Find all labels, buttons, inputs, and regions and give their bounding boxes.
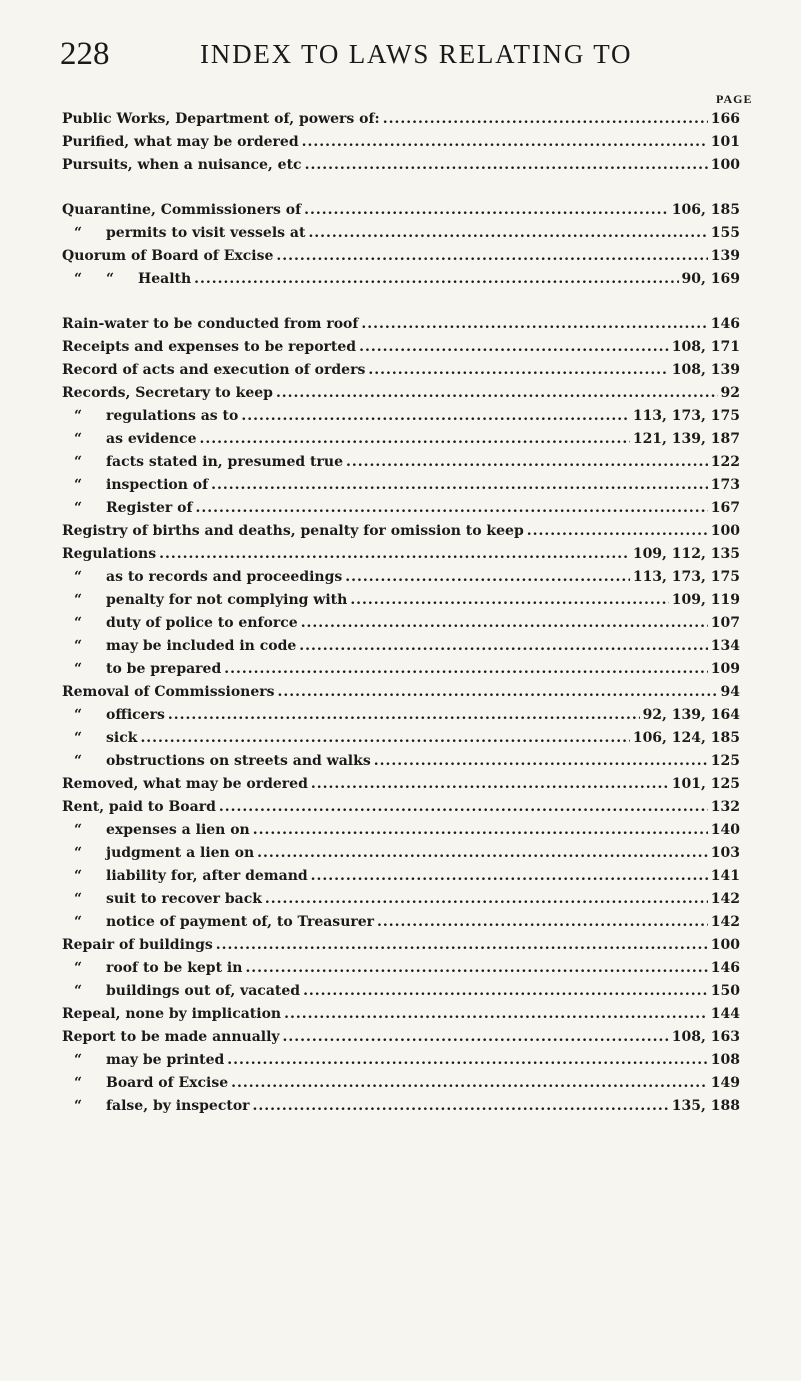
- entry-text: to be prepared: [106, 661, 222, 677]
- entry-text: Quarantine, Commissioners of: [62, 202, 302, 218]
- entry-text: notice of payment of, to Treasurer: [106, 914, 375, 930]
- dot-leader: [227, 1049, 707, 1072]
- entry-text: Board of Excise: [106, 1075, 229, 1091]
- dot-leader: [265, 888, 708, 911]
- entry-pages: 92: [720, 385, 740, 401]
- entry-text: Repair of buildings: [62, 937, 213, 953]
- entry-text: Repeal, none by implication: [62, 1006, 282, 1022]
- entry-label: [62, 1072, 228, 1095]
- index-entry: [62, 154, 740, 177]
- dot-leader: [257, 842, 708, 865]
- entry-text: officers: [106, 707, 165, 723]
- entry-pages: 135, 188: [671, 1098, 740, 1114]
- dot-leader: [276, 245, 707, 268]
- dot-leader: [311, 865, 708, 888]
- entry-label: [62, 681, 275, 704]
- entry-label: [62, 222, 305, 245]
- index-entry: [62, 451, 740, 474]
- entry-text: obstructions on streets and walks: [106, 753, 371, 769]
- dot-leader: [368, 359, 668, 382]
- entry-label: [62, 957, 242, 980]
- ditto-mark: “: [74, 983, 83, 999]
- dot-leader: [308, 222, 707, 245]
- index-entry: [62, 957, 740, 980]
- dot-leader: [345, 566, 630, 589]
- dot-leader: [200, 428, 630, 451]
- entry-label: [62, 1095, 250, 1118]
- entry-label: [62, 245, 273, 268]
- entry-pages: 166: [710, 111, 740, 127]
- ditto-mark: “: [74, 1098, 83, 1114]
- ditto-mark: “: [74, 707, 83, 723]
- entry-pages: 140: [710, 822, 740, 838]
- index-entry: [62, 589, 740, 612]
- entry-pages: 101, 125: [671, 776, 740, 792]
- dot-leader: [304, 199, 669, 222]
- dot-leader: [219, 796, 708, 819]
- entry-pages: 122: [710, 454, 740, 470]
- dot-leader: [168, 704, 640, 727]
- entry-pages: 90, 169: [681, 271, 740, 287]
- entry-label: [62, 131, 299, 154]
- index-entry: [62, 268, 740, 291]
- dot-leader: [527, 520, 708, 543]
- page-header: [60, 34, 720, 74]
- dot-leader: [216, 934, 708, 957]
- entry-pages: 106, 185: [671, 202, 740, 218]
- dot-leader: [361, 313, 707, 336]
- entry-pages: 109, 112, 135: [632, 546, 740, 562]
- ditto-mark: “: [74, 891, 83, 907]
- dot-leader: [276, 382, 718, 405]
- index-entry: [62, 658, 740, 681]
- entry-label: [62, 796, 216, 819]
- ditto-mark: “: [74, 431, 83, 447]
- entry-label: [62, 497, 193, 520]
- dot-leader: [377, 911, 708, 934]
- entry-label: [62, 727, 137, 750]
- entry-label: [62, 108, 380, 131]
- dot-leader: [278, 681, 718, 704]
- entry-text: suit to recover back: [106, 891, 262, 907]
- entry-label: [62, 154, 302, 177]
- entry-text: Receipts and expenses to be reported: [62, 339, 357, 355]
- running-title: INDEX TO LAWS RELATING TO: [200, 39, 633, 69]
- entry-pages: 94: [720, 684, 740, 700]
- page-number: 228: [60, 36, 110, 72]
- dot-leader: [346, 451, 708, 474]
- entry-pages: 132: [710, 799, 740, 815]
- dot-leader: [196, 497, 708, 520]
- entry-pages: 109: [710, 661, 740, 677]
- entry-pages: 134: [710, 638, 740, 654]
- entry-label: [62, 612, 298, 635]
- dot-leader: [359, 336, 669, 359]
- entry-label: [62, 199, 301, 222]
- dot-leader: [194, 268, 678, 291]
- entry-label: [62, 1049, 224, 1072]
- index-entry: [62, 934, 740, 957]
- index-entry: [62, 199, 740, 222]
- entry-label: [62, 888, 262, 911]
- dot-leader: [245, 957, 707, 980]
- entry-pages: 113, 173, 175: [632, 408, 740, 424]
- ditto-mark: “: [74, 271, 83, 287]
- index-entry: [62, 1049, 740, 1072]
- index-entry: [62, 842, 740, 865]
- entry-label: [62, 980, 300, 1003]
- index-entry: [62, 980, 740, 1003]
- entry-label: [62, 842, 254, 865]
- entry-label: [62, 635, 296, 658]
- index-entry: [62, 131, 740, 154]
- dot-leader: [302, 131, 708, 154]
- index-entry: [62, 313, 740, 336]
- dot-leader: [241, 405, 629, 428]
- entry-label: [62, 543, 156, 566]
- index-entry: [62, 911, 740, 934]
- entry-text: Pursuits, when a nuisance, etc: [62, 157, 302, 173]
- entry-text: expenses a lien on: [106, 822, 250, 838]
- entry-text: duty of police to enforce: [106, 615, 298, 631]
- ditto-mark: “: [74, 914, 83, 930]
- entry-label: [62, 773, 308, 796]
- index-entry: [62, 635, 740, 658]
- entry-text: Public Works, Department of, powers of:: [62, 111, 380, 127]
- entry-text: Purified, what may be ordered: [62, 134, 299, 150]
- ditto-mark: “: [74, 615, 83, 631]
- entry-pages: 146: [710, 960, 740, 976]
- index-entry: [62, 336, 740, 359]
- dot-leader: [211, 474, 708, 497]
- entry-label: [62, 428, 197, 451]
- entry-pages: 125: [710, 753, 740, 769]
- entry-label: [62, 865, 308, 888]
- dot-leader: [350, 589, 668, 612]
- index-entry: [62, 359, 740, 382]
- ditto-mark: “: [74, 1052, 83, 1068]
- entry-text: penalty for not complying with: [106, 592, 348, 608]
- entry-label: [62, 911, 374, 934]
- entry-label: [62, 268, 191, 291]
- dot-leader: [301, 612, 708, 635]
- entry-pages: 108, 139: [671, 362, 740, 378]
- index-entry: [62, 1026, 740, 1049]
- entry-pages: 173: [710, 477, 740, 493]
- entry-label: [62, 934, 213, 957]
- entry-text: buildings out of, vacated: [106, 983, 301, 999]
- entry-text: inspection of: [106, 477, 209, 493]
- entry-text: Register of: [106, 500, 193, 516]
- entry-label: [62, 1026, 280, 1049]
- entry-text: as to records and proceedings: [106, 569, 343, 585]
- entry-label: [62, 704, 165, 727]
- dot-leader: [159, 543, 630, 566]
- ditto-mark: “: [74, 477, 83, 493]
- index-entry: [62, 520, 740, 543]
- entry-label: [62, 405, 238, 428]
- entry-pages: 141: [710, 868, 740, 884]
- entry-label: [62, 382, 273, 405]
- entry-pages: 103: [710, 845, 740, 861]
- dot-leader: [231, 1072, 708, 1095]
- dot-leader: [253, 819, 708, 842]
- index-entry: [62, 108, 740, 131]
- ditto-mark: “: [74, 753, 83, 769]
- entry-label: [62, 336, 356, 359]
- index-entry: [62, 1003, 740, 1026]
- entry-text: Rain-water to be conducted from roof: [62, 316, 359, 332]
- ditto-mark: “: [74, 845, 83, 861]
- entry-text: sick: [106, 730, 138, 746]
- entry-label: [62, 313, 358, 336]
- entry-label: [62, 658, 221, 681]
- index-entry: [62, 865, 740, 888]
- index-entry: [62, 566, 740, 589]
- entry-text: Registry of births and deaths, penalty for omission to keep: [62, 523, 524, 539]
- index-entry: [62, 681, 740, 704]
- entry-text: Record of acts and execution of orders: [62, 362, 366, 378]
- entry-text: may be included in code: [106, 638, 297, 654]
- entry-text: regulations as to: [106, 408, 239, 424]
- ditto-mark: “: [74, 730, 83, 746]
- entry-pages: 139: [710, 248, 740, 264]
- dot-leader: [224, 658, 708, 681]
- entry-pages: 107: [710, 615, 740, 631]
- ditto-mark: “: [74, 822, 83, 838]
- entry-pages: 100: [710, 937, 740, 953]
- index-entry: [62, 727, 740, 750]
- ditto-mark: “: [74, 454, 83, 470]
- entry-label: [62, 451, 343, 474]
- dot-leader: [303, 980, 708, 1003]
- entry-text: liability for, after demand: [106, 868, 308, 884]
- entry-text: as evidence: [106, 431, 197, 447]
- index-entry: [62, 1072, 740, 1095]
- index-entry: [62, 497, 740, 520]
- dot-leader: [311, 773, 669, 796]
- index-entry: [62, 796, 740, 819]
- ditto-mark: “: [74, 225, 83, 241]
- ditto-mark: “: [74, 408, 83, 424]
- dot-leader: [284, 1003, 708, 1026]
- entry-pages: 106, 124, 185: [632, 730, 740, 746]
- index-entry: [62, 428, 740, 451]
- index-entry: [62, 612, 740, 635]
- index-entry: [62, 474, 740, 497]
- ditto-mark: “: [74, 661, 83, 677]
- entry-text: Health: [138, 271, 192, 287]
- entry-text: Report to be made annually: [62, 1029, 280, 1045]
- entry-label: [62, 474, 208, 497]
- index-entry: [62, 819, 740, 842]
- index-entry: [62, 222, 740, 245]
- page-column-label: PAGE: [716, 92, 753, 106]
- index-entry: [62, 543, 740, 566]
- entry-text: Regulations: [62, 546, 157, 562]
- index-entry: [62, 1095, 740, 1118]
- entry-label: [62, 750, 371, 773]
- ditto-mark: “: [74, 960, 83, 976]
- ditto-mark: “: [74, 868, 83, 884]
- dot-leader: [299, 635, 707, 658]
- entry-text: permits to visit vessels at: [106, 225, 306, 241]
- entry-text: Removal of Commissioners: [62, 684, 275, 700]
- entry-text: false, by inspector: [106, 1098, 250, 1114]
- index-entry: [62, 704, 740, 727]
- ditto-mark: “: [74, 638, 83, 654]
- entry-text: Quorum of Board of Excise: [62, 248, 274, 264]
- index-entries: [62, 108, 740, 1118]
- entry-text: Removed, what may be ordered: [62, 776, 308, 792]
- entry-pages: 167: [710, 500, 740, 516]
- entry-pages: 146: [710, 316, 740, 332]
- index-entry: [62, 773, 740, 796]
- dot-leader: [383, 108, 708, 131]
- entry-label: [62, 566, 342, 589]
- entry-pages: 121, 139, 187: [632, 431, 740, 447]
- entry-pages: 149: [710, 1075, 740, 1091]
- entry-pages: 108: [710, 1052, 740, 1068]
- entry-text: Records, Secretary to keep: [62, 385, 273, 401]
- entry-pages: 101: [710, 134, 740, 150]
- index-entry: [62, 750, 740, 773]
- entry-pages: 108, 163: [671, 1029, 740, 1045]
- ditto-mark: “: [74, 1075, 83, 1091]
- entry-text: judgment a lien on: [106, 845, 255, 861]
- entry-text: may be printed: [106, 1052, 225, 1068]
- entry-pages: 150: [710, 983, 740, 999]
- entry-pages: 155: [710, 225, 740, 241]
- ditto-mark: “: [106, 271, 115, 287]
- entry-pages: 113, 173, 175: [632, 569, 740, 585]
- ditto-mark: “: [74, 500, 83, 516]
- entry-pages: 109, 119: [671, 592, 740, 608]
- dot-leader: [374, 750, 708, 773]
- entry-label: [62, 589, 347, 612]
- index-entry: [62, 245, 740, 268]
- entry-pages: 92, 139, 164: [642, 707, 740, 723]
- index-entry: [62, 382, 740, 405]
- entry-label: [62, 359, 365, 382]
- entry-pages: 108, 171: [671, 339, 740, 355]
- entry-label: [62, 520, 524, 543]
- entry-text: roof to be kept in: [106, 960, 243, 976]
- index-entry: [62, 888, 740, 911]
- entry-pages: 142: [710, 891, 740, 907]
- entry-pages: 142: [710, 914, 740, 930]
- entry-label: [62, 1003, 281, 1026]
- dot-leader: [253, 1095, 669, 1118]
- entry-pages: 100: [710, 157, 740, 173]
- entry-pages: 144: [710, 1006, 740, 1022]
- dot-leader: [305, 154, 708, 177]
- index-entry: [62, 405, 740, 428]
- ditto-mark: “: [74, 569, 83, 585]
- entry-text: facts stated in, presumed true: [106, 454, 343, 470]
- dot-leader: [283, 1026, 669, 1049]
- entry-pages: 100: [710, 523, 740, 539]
- entry-label: [62, 819, 250, 842]
- entry-text: Rent, paid to Board: [62, 799, 216, 815]
- dot-leader: [140, 727, 629, 750]
- ditto-mark: “: [74, 592, 83, 608]
